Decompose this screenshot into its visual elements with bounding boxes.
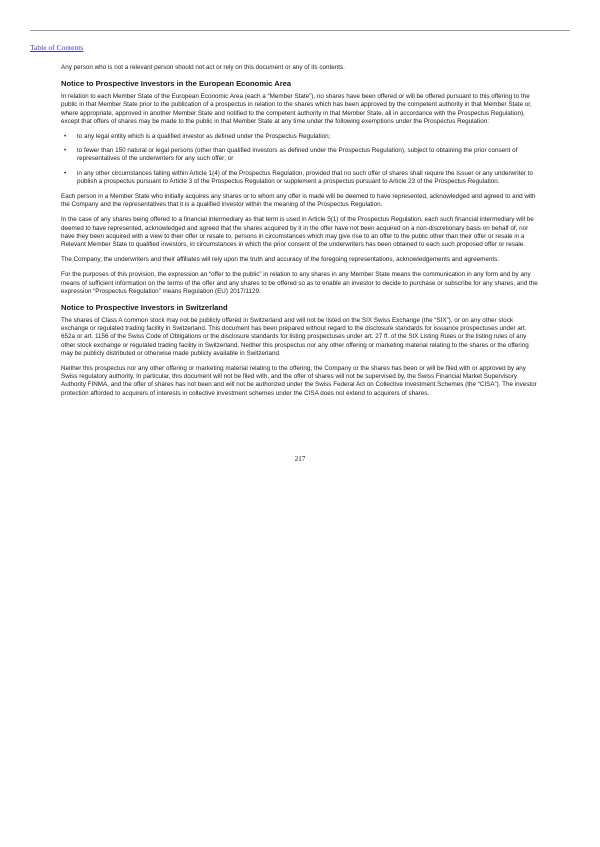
- page-number: 217: [294, 455, 306, 463]
- list-item: [61, 147, 541, 163]
- list-item-text: in any other circumstances falling within Article 1(4) of the Prospectus Regulation, provided that no such offer of shares shall require the Issuer or any underwriter to publish a prospectus pursuant to Article 3 of the Prospectus Regulation or supplement a prospectus pursuant to Article 23 of the Prospectus Regulation.: [77, 169, 533, 185]
- header-divider: [30, 30, 570, 31]
- list-item-text: to fewer than 150 natural or legal persons (other than qualified investors as defined under the Prospectus Regulation), subject to obtaining the prior consent of representatives of the underwriters for any such offer; or: [77, 147, 518, 163]
- list-item: [61, 170, 541, 186]
- bullet-icon: •: [64, 133, 67, 141]
- eea-paragraph-4: The Company, the underwriters and their affiliates will rely upon the truth and accuracy of the foregoing representations, acknowledgements and agreements.: [61, 256, 499, 264]
- switzerland-heading: Notice to Prospective Investors in Switzerland: [61, 303, 228, 313]
- eea-exemption-list: [61, 133, 541, 186]
- eea-paragraph-3: In the case of any shares being offered to a financial intermediary as that term is used in Article 5(1) of the Prospectus Regulation, each such financial intermediary will be deemed to have represented, acknowledged and agreed that the shares acquired by it in the offer have not been acquired on a non-discretionary basis on behalf of, nor have they been acquired with a view to their offer or resale to, persons in circumstances which may give rise to an offer to the public other than their offer or resale in a Relevant Member State to qualified investors, in circumstances in which the prior consent of the underwriters has been obtained to each such proposed offer or resale.: [61, 216, 534, 249]
- switzerland-paragraph-2: Neither this prospectus nor any other offering or marketing material relating to the offering, the Company or the shares has been or will be filed with or approved by any Swiss regulatory authority. In particular, this document will not be filed with, and the offer of shares will not be supervised by, the Swiss Financial Market Supervisory Authority FINMA, and the offer of shares has not been and will not be authorized under the Swiss Federal Act on Collective Investment Schemes (the “CISA”). The investor protection afforded to acquirers of interests in collective investment schemes under the CISA does not extend to acquirers of shares.: [61, 365, 537, 397]
- list-item: [61, 133, 541, 141]
- eea-paragraph-1: In relation to each Member State of the European Economic Area (each a “Member State”), no shares have been offered or will be offered pursuant to this offering to the public in that Member State prior to the publication of a prospectus in relation to the shares which has been approved by the competent authority in that Member State or, where appropriate, approved in another Member State and notified to the competent authority in that Member State, all in accordance with the Prospectus Regulation), except that offers of shares may be made to the public in that Member State at any time under the following exemptions under the Prospectus Regulation:: [61, 93, 532, 125]
- document-body: [61, 64, 541, 405]
- list-item-text: to any legal entity which is a qualified investor as defined under the Prospectus Regulation;: [77, 133, 331, 141]
- table-of-contents-link[interactable]: Table of Contents: [30, 43, 84, 52]
- switzerland-paragraph-1: The shares of Class A common stock may not be publicly offered in Switzerland and will not be listed on the SIX Swiss Exchange (the “SIX”), or on any other stock exchange or regulated trading facility in Switzerland. This document has been prepared without regard to the disclosure standards for issuance prospectuses under art. 652a or art. 1156 of the Swiss Code of Obligations or the disclosure standards for listing prospectuses under art. 27 ff. of the SIX Listing Rules or the listing rules of any other stock exchange or regulated trading facility in Switzerland. Neither this prospectus nor any other offering or marketing material relating to the shares or the offering may be publicly distributed or otherwise made publicly available in Switzerland.: [61, 317, 529, 357]
- bullet-icon: •: [64, 169, 67, 177]
- eea-heading: Notice to Prospective Investors in the European Economic Area: [61, 79, 292, 89]
- bullet-icon: •: [64, 147, 67, 155]
- eea-paragraph-5: For the purposes of this provision, the expression an “offer to the public” in relation to any shares in any Member State means the communication in any form and by any means of sufficient information on the terms of the offer and any shares to be offered so as to enable an investor to decide to purchase or subscribe for any shares, and the expression “Prospectus Regulation” means Regulation (EU) 2017/1129.: [61, 271, 538, 295]
- eea-paragraph-2: Each person in a Member State who initially acquires any shares or to whom any offer is made will be deemed to have represented, acknowledged and agreed to and with the Company and the representatives that it is a qualified investor within the meaning of the Prospectus Regulation.: [61, 193, 536, 209]
- intro-paragraph: Any person who is not a relevant person should not act or rely on this document or any of its contents.: [61, 64, 345, 71]
